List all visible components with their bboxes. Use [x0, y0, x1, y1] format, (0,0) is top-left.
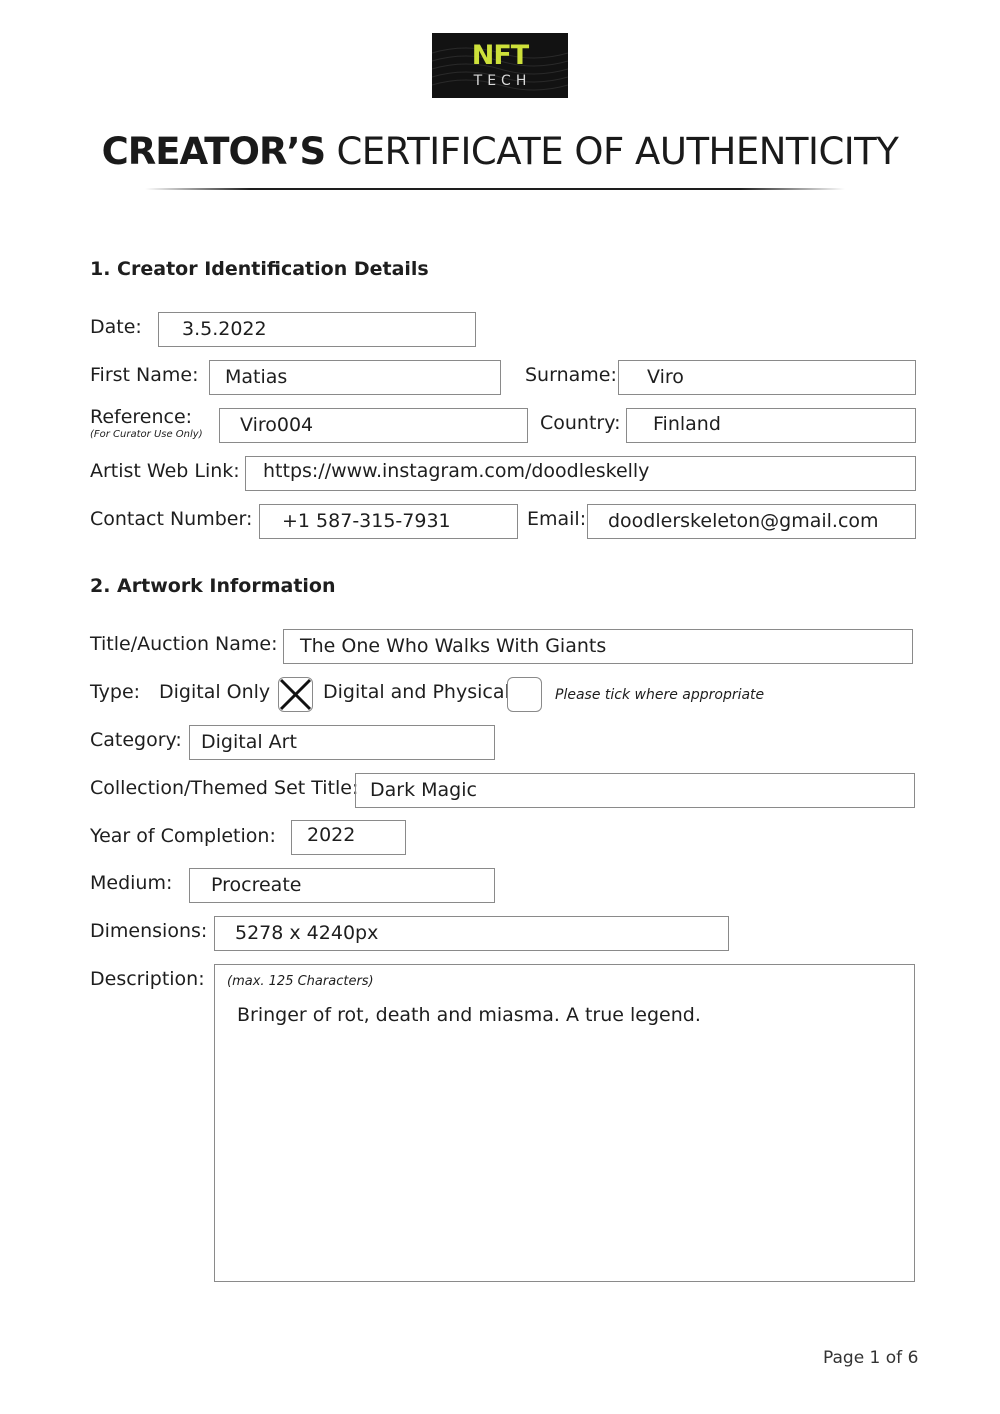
title-bold: CREATOR’S: [101, 130, 326, 173]
dimensions-label: Dimensions:: [90, 920, 208, 942]
title-auction-label: Title/Auction Name:: [90, 633, 278, 655]
medium-label: Medium:: [90, 872, 173, 894]
description-label: Description:: [90, 968, 205, 990]
country-field[interactable]: Finland: [626, 408, 916, 443]
type-digital-only-label: Digital Only: [159, 681, 271, 703]
collection-field[interactable]: Dark Magic: [355, 773, 915, 808]
type-note: Please tick where appropriate: [555, 687, 765, 703]
title-auction-field[interactable]: The One Who Walks With Giants: [283, 629, 913, 664]
web-link-field[interactable]: https://www.instagram.com/doodleskelly: [245, 456, 916, 491]
contact-number-field[interactable]: +1 587-315-7931: [259, 504, 518, 539]
reference-label: Reference:: [90, 406, 193, 428]
page-title: [0, 129, 1000, 175]
date-field[interactable]: 3.5.2022: [158, 312, 476, 347]
dimensions-field[interactable]: 5278 x 4240px: [214, 916, 729, 951]
medium-field[interactable]: Procreate: [189, 868, 495, 903]
section-2-heading: 2. Artwork Information: [90, 575, 336, 597]
reference-field[interactable]: Viro004: [219, 408, 528, 443]
description-note: (max. 125 Characters): [227, 974, 374, 989]
category-field[interactable]: Digital Art: [189, 725, 495, 760]
type-digital-physical-label: Digital and Physical: [323, 681, 510, 703]
title-rest: CERTIFICATE OF AUTHENTICITY: [336, 130, 899, 173]
logo-line-1: NFT: [471, 40, 529, 71]
email-field[interactable]: doodlerskeleton@gmail.com: [587, 504, 916, 539]
first-name-field[interactable]: Matias: [209, 360, 501, 395]
surname-field[interactable]: Viro: [618, 360, 916, 395]
surname-label: Surname:: [525, 364, 617, 386]
year-field[interactable]: 2022: [291, 820, 406, 855]
title-divider: [145, 188, 845, 190]
country-label: Country:: [540, 412, 621, 434]
date-label: Date:: [90, 316, 142, 338]
email-label: Email:: [527, 508, 587, 530]
first-name-label: First Name:: [90, 364, 199, 386]
year-label: Year of Completion:: [90, 825, 276, 847]
description-text: Bringer of rot, death and miasma. A true legend.: [237, 1004, 701, 1026]
digital-only-checkbox[interactable]: [278, 677, 313, 712]
nft-tech-logo: [432, 33, 568, 98]
collection-label: Collection/Themed Set Title:: [90, 777, 359, 799]
section-1-heading: 1. Creator Identification Details: [90, 258, 429, 280]
contact-number-label: Contact Number:: [90, 508, 253, 530]
web-link-label: Artist Web Link:: [90, 460, 240, 482]
page-number: Page 1 of 6: [823, 1348, 919, 1368]
description-field[interactable]: [214, 964, 915, 1282]
digital-physical-checkbox[interactable]: [507, 677, 542, 712]
category-label: Category:: [90, 729, 182, 751]
type-label: Type:: [90, 681, 141, 703]
reference-note: (For Curator Use Only): [90, 429, 203, 440]
x-mark-icon: [279, 678, 312, 711]
logo-line-2: TECH: [473, 73, 532, 89]
